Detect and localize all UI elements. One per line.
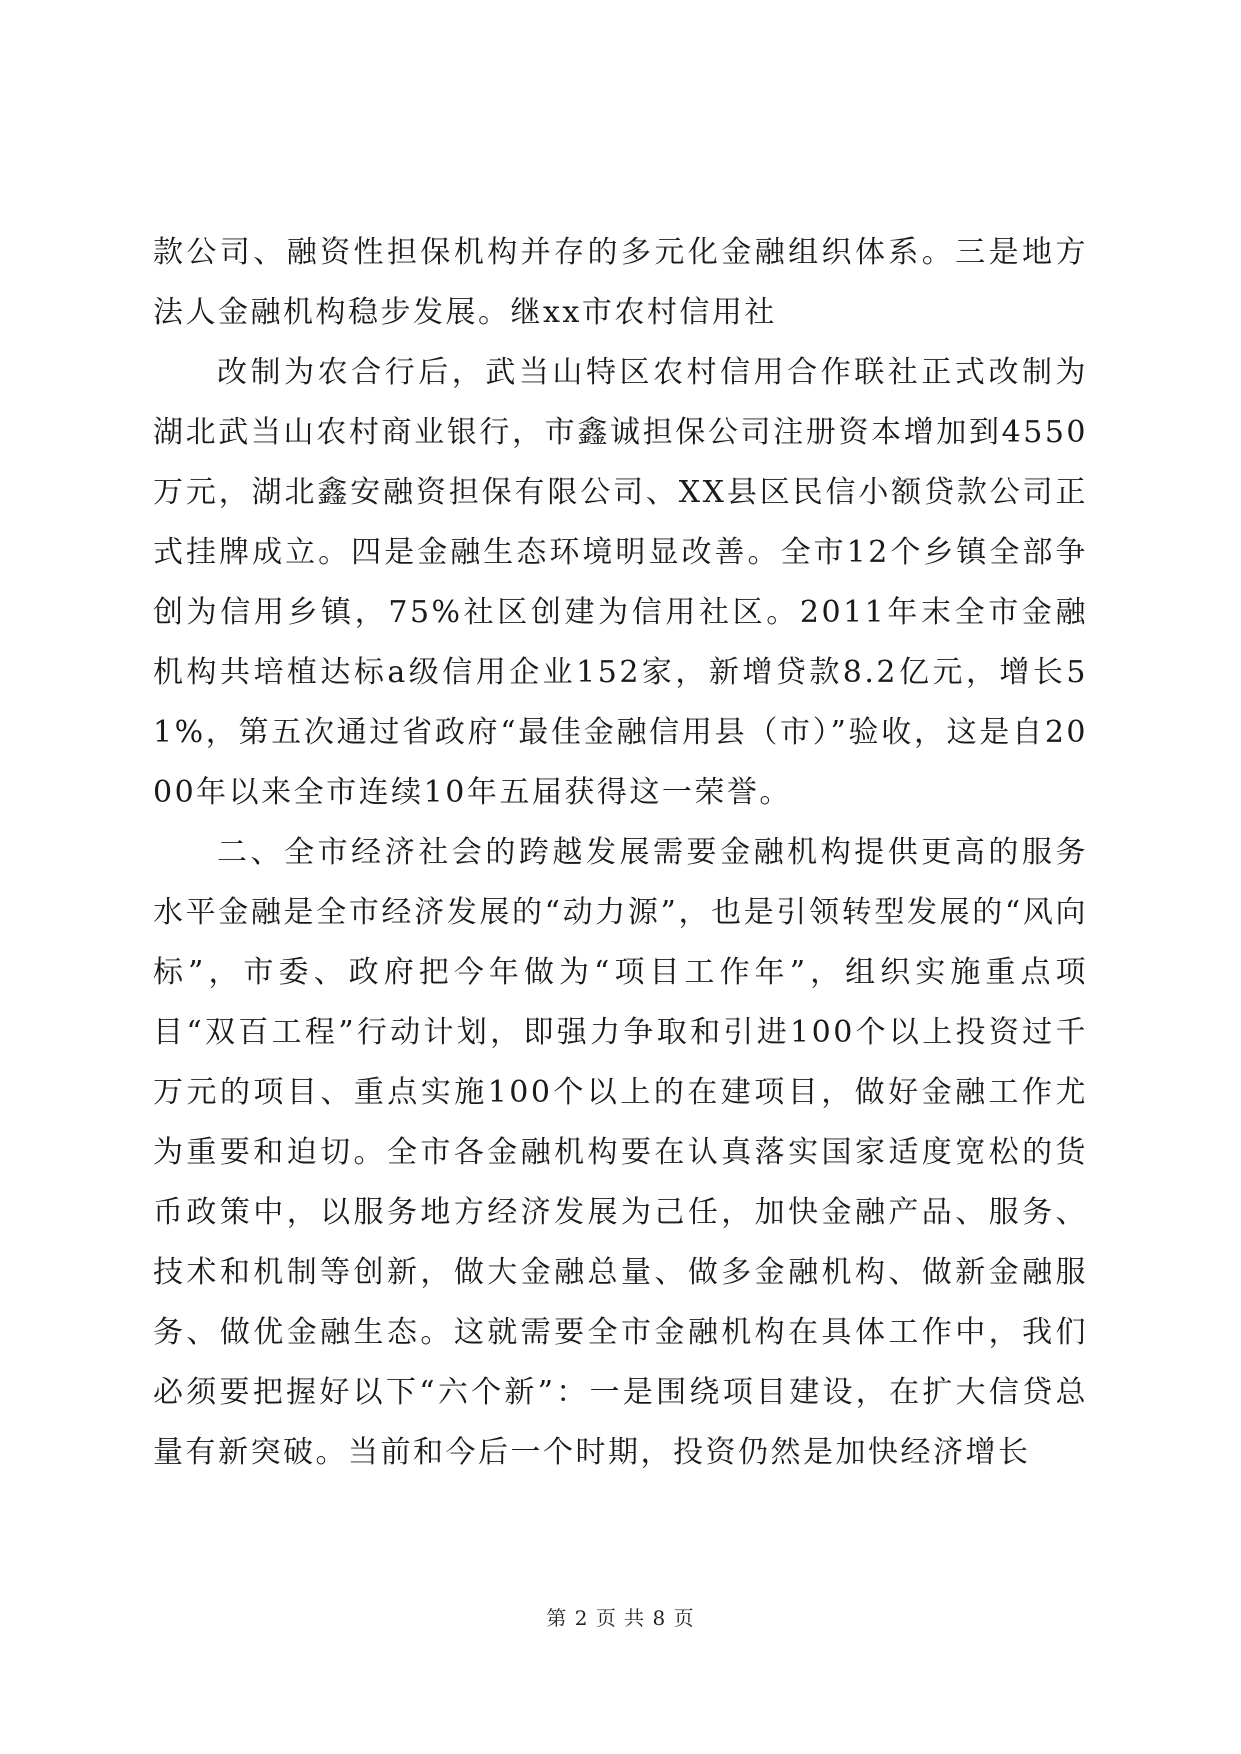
paragraph-restructuring: 改制为农合行后，武当山特区农村信用合作联社正式改制为湖北武当山农村商业银行，市鑫诚担保公司注册资本增加到4550万元，湖北鑫安融资担保有限公司、XX县区民信小额贷款公司正式挂牌成立。四是金融生态环境明显改善。全市12个乡镇全部争创为信用乡镇，75%社区创建为信用社区。2011年末全市金融机构共培植达标a级信用企业152家，新增贷款8.2亿元，增长51%，第五次通过省政府“最佳金融信用县（市）”验收，这是自2000年以来全市连续10年五届获得这一荣誉。 [153, 355, 1088, 810]
paragraph-continuation: 款公司、融资性担保机构并存的多元化金融组织体系。三是地方法人金融机构稳步发展。继xx市农村信用社 [153, 235, 1088, 330]
document-body [153, 223, 1088, 1483]
page-number-footer: 第 2 页 共 8 页 [546, 1606, 695, 1630]
paragraph-section-two: 二、全市经济社会的跨越发展需要金融机构提供更高的服务水平金融是全市经济发展的“动力源”，也是引领转型发展的“风向标”，市委、政府把今年做为“项目工作年”，组织实施重点项目“双百工程”行动计划，即强力争取和引进100个以上投资过千万元的项目、重点实施100个以上的在建项目，做好金融工作尤为重要和迫切。全市各金融机构要在认真落实国家适度宽松的货币政策中，以服务地方经济发展为己任，加快金融产品、服务、技术和机制等创新，做大金融总量、做多金融机构、做新金融服务、做优金融生态。这就需要全市金融机构在具体工作中，我们必须要把握好以下“六个新”：一是围绕项目建设，在扩大信贷总量有新突破。当前和今后一个时期，投资仍然是加快经济增长 [153, 835, 1088, 1470]
